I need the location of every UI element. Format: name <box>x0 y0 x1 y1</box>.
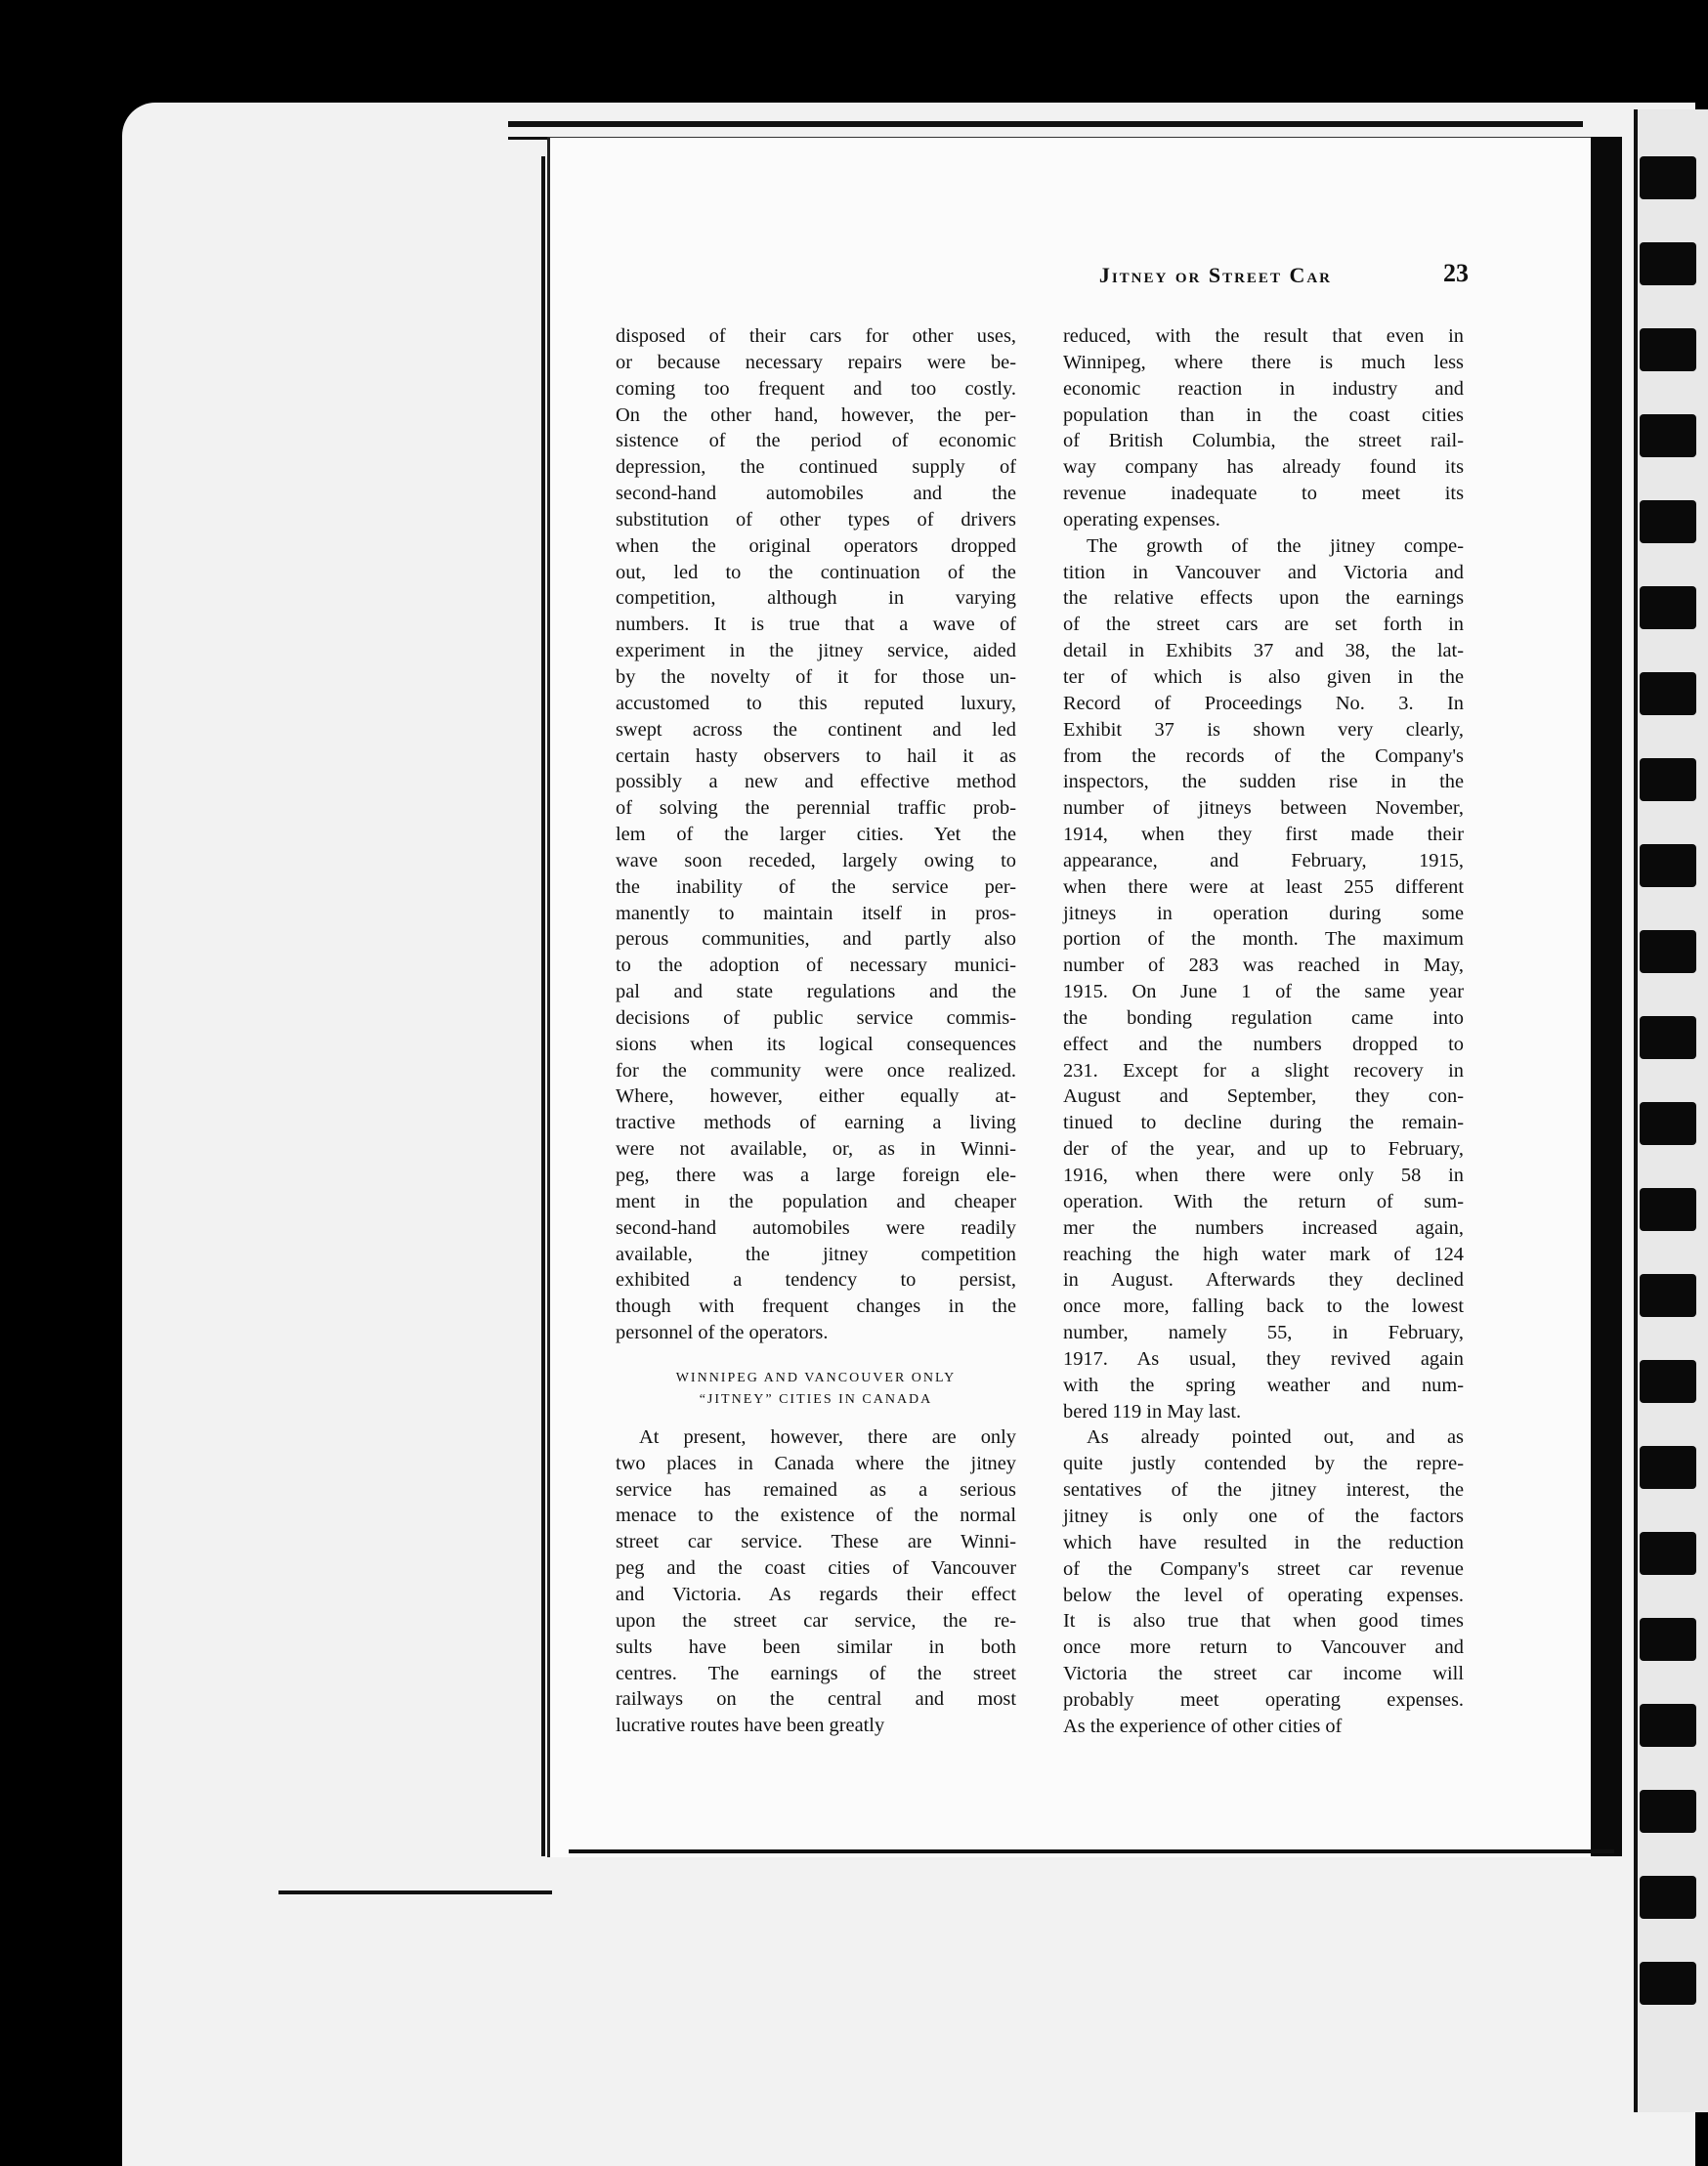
text-line: reduced, with the result that even in <box>1063 325 1464 347</box>
text-line: 231. Except for a slight recovery in <box>1063 1059 1464 1082</box>
text-line: bered 119 in May last. <box>1063 1400 1242 1423</box>
text-line: decisions of public service commis- <box>616 1006 1016 1029</box>
running-title: Jitney or Street Car <box>1098 263 1332 287</box>
text-line: inspectors, the sudden rise in the <box>1063 771 1464 793</box>
text-line: way company has already found its <box>1063 456 1464 479</box>
binding-ring <box>1640 500 1696 543</box>
book-page <box>547 137 1594 1857</box>
text-line: competition, although in varying <box>616 587 1016 610</box>
text-line: As the experience of other cities of <box>1063 1715 1343 1737</box>
binding-ring <box>1640 1274 1696 1317</box>
text-line: operating expenses. <box>1063 508 1220 531</box>
text-line: to the adoption of necessary munici- <box>616 955 1016 977</box>
binding-ring <box>1640 1102 1696 1145</box>
text-line: in August. Afterwards they declined <box>1063 1269 1464 1292</box>
text-line: of the street cars are set forth in <box>1063 614 1464 636</box>
binding-ring <box>1640 1360 1696 1403</box>
text-line: 1915. On June 1 of the same year <box>1063 981 1464 1003</box>
page-header <box>628 259 1527 302</box>
text-line: Victoria the street car income will <box>1063 1663 1464 1685</box>
text-line: wave soon receded, largely owing to <box>616 849 1016 871</box>
text-line: the bonding regulation came into <box>1063 1006 1464 1029</box>
right-paragraph-3 <box>1063 1424 1464 1739</box>
binding-ring <box>1640 930 1696 973</box>
text-line: detail in Exhibits 37 and 38, the lat- <box>1063 640 1464 662</box>
text-line: available, the jitney competition <box>616 1243 1016 1265</box>
left-paragraph-2 <box>616 1424 1016 1739</box>
text-line: second-hand automobiles and the <box>616 483 1016 505</box>
text-line: substitution of other types of drivers <box>616 508 1016 531</box>
binding-ring <box>1640 1532 1696 1575</box>
text-line: population than in the coast cities <box>1063 403 1464 426</box>
text-line: Exhibit 37 is shown very clearly, <box>1063 718 1464 741</box>
text-line: lem of the larger cities. Yet the <box>616 824 1016 846</box>
text-line: personnel of the operators. <box>616 1322 829 1344</box>
text-line: service has remained as a serious <box>616 1478 1016 1501</box>
text-line: with the spring weather and num- <box>1063 1374 1464 1396</box>
text-line: though with frequent changes in the <box>616 1295 1016 1318</box>
text-line: peg, there was a large foreign ele- <box>616 1165 1016 1186</box>
page-number: 23 <box>1443 259 1469 287</box>
scan-edge-bottom-left <box>278 1890 552 1894</box>
text-line: probably meet operating expenses. <box>1063 1688 1464 1711</box>
text-line: sistence of the period of economic <box>616 430 1016 452</box>
scan-edge-top <box>508 121 1583 127</box>
text-line: lucrative routes have been greatly <box>616 1715 885 1737</box>
page-edge-shadow <box>1591 137 1622 1856</box>
text-line: peg and the coast cities of Vancouver <box>616 1557 1016 1580</box>
text-line: Record of Proceedings No. 3. In <box>1063 692 1464 714</box>
text-line: appearance, and February, 1915, <box>1063 849 1464 871</box>
text-line: jitneys in operation during some <box>1063 902 1464 924</box>
text-line: experiment in the jitney service, aided <box>616 640 1016 662</box>
text-line: were not available, or, as in Winni- <box>616 1138 1016 1161</box>
text-line: portion of the month. The maximum <box>1063 928 1464 951</box>
binding-ring <box>1640 844 1696 887</box>
binding-ring <box>1640 328 1696 371</box>
text-line: On the other hand, however, the per- <box>616 403 1016 426</box>
subheading-line-1: WINNIPEG AND VANCOUVER ONLY <box>675 1370 957 1385</box>
text-line: of solving the perennial traffic prob- <box>616 797 1016 820</box>
text-line: exhibited a tendency to persist, <box>616 1269 1016 1292</box>
text-line: the inability of the service per- <box>616 875 1016 898</box>
text-line: once more, falling back to the lowest <box>1063 1295 1464 1318</box>
text-line: ter of which is also given in the <box>1063 665 1464 688</box>
text-line: sions when its logical consequences <box>616 1033 1016 1055</box>
text-line: Winnipeg, where there is much less <box>1063 351 1464 373</box>
text-line: der of the year, and up to February, <box>1063 1138 1464 1161</box>
text-line: 1916, when there were only 58 in <box>1063 1165 1464 1186</box>
scan-edge-left <box>541 156 545 1856</box>
text-line: street car service. These are Winni- <box>616 1531 1016 1553</box>
text-line: from the records of the Company's <box>1063 744 1464 767</box>
text-line: ment in the population and cheaper <box>616 1190 1016 1212</box>
binding-ring <box>1640 1876 1696 1919</box>
text-line: number of 283 was reached in May, <box>1063 955 1464 977</box>
text-line: swept across the continent and led <box>616 718 1016 741</box>
text-line: or because necessary repairs were be- <box>616 351 1016 373</box>
text-line: accustomed to this reputed luxury, <box>616 692 1016 714</box>
text-line: possibly a new and effective method <box>616 771 1016 793</box>
text-line: mer the numbers increased again, <box>1063 1216 1464 1239</box>
binding-ring <box>1640 1446 1696 1489</box>
text-line: second-hand automobiles were readily <box>616 1216 1016 1239</box>
text-line: sults have been similar in both <box>616 1635 1016 1658</box>
text-line: number of jitneys between November, <box>1063 797 1464 820</box>
text-line: manently to maintain itself in pros- <box>616 902 1016 924</box>
binding-ring <box>1640 586 1696 629</box>
text-line: perous communities, and partly also <box>616 928 1016 951</box>
text-line: railways on the central and most <box>616 1688 1016 1711</box>
text-line: tition in Vancouver and Victoria and <box>1063 561 1464 583</box>
text-line: reaching the high water mark of 124 <box>1063 1243 1464 1265</box>
binding-ring <box>1640 758 1696 801</box>
text-line: menace to the existence of the normal <box>616 1505 1016 1527</box>
text-line: by the novelty of it for those un- <box>616 665 1016 688</box>
binding-ring <box>1640 414 1696 457</box>
scan-edge-bottom <box>569 1849 1614 1853</box>
text-line: out, led to the continuation of the <box>616 561 1016 583</box>
text-line: disposed of their cars for other uses, <box>616 325 1016 347</box>
text-line: two places in Canada where the jitney <box>616 1452 1016 1474</box>
binding-ring <box>1640 242 1696 285</box>
binding-ring <box>1640 1016 1696 1059</box>
text-line: quite justly contended by the repre- <box>1063 1453 1464 1475</box>
text-line: It is also true that when good times <box>1063 1610 1464 1633</box>
text-line: numbers. It is true that a wave of <box>616 614 1016 636</box>
text-line: sentatives of the jitney interest, the <box>1063 1479 1464 1502</box>
text-line: tractive methods of earning a living <box>616 1112 1016 1134</box>
text-line: tinued to decline during the remain- <box>1063 1112 1464 1134</box>
binding-ring <box>1640 1188 1696 1231</box>
text-line: centres. The earnings of the street <box>616 1662 1016 1684</box>
text-line: economic reaction in industry and <box>1063 377 1464 400</box>
text-line: August and September, they con- <box>1063 1085 1464 1108</box>
right-paragraph-1 <box>1063 323 1464 533</box>
binding-ring <box>1640 672 1696 715</box>
text-line: upon the street car service, the re- <box>616 1609 1016 1632</box>
text-line: coming too frequent and too costly. <box>616 377 1016 400</box>
text-line: when the original operators dropped <box>616 534 1016 557</box>
text-line: As already pointed out, and as <box>1087 1426 1464 1449</box>
text-line: the relative effects upon the earnings <box>1063 587 1464 610</box>
text-line: The growth of the jitney compe- <box>1087 534 1464 557</box>
text-line: of British Columbia, the street rail- <box>1063 430 1464 452</box>
left-paragraph-1 <box>616 323 1016 1346</box>
text-line: jitney is only one of the factors <box>1063 1505 1464 1527</box>
text-line: below the level of operating expenses. <box>1063 1584 1464 1606</box>
text-line: which have resulted in the reduction <box>1063 1531 1464 1553</box>
text-line: revenue inadequate to meet its <box>1063 483 1464 505</box>
text-line: once more return to Vancouver and <box>1063 1636 1464 1659</box>
text-line: 1917. As usual, they revived again <box>1063 1347 1464 1370</box>
text-line: effect and the numbers dropped to <box>1063 1033 1464 1055</box>
binding-ring <box>1640 1962 1696 2005</box>
text-line: of the Company's street car revenue <box>1063 1557 1464 1580</box>
text-line: number, namely 55, in February, <box>1063 1322 1464 1344</box>
right-column <box>1063 323 1464 1740</box>
text-line: certain hasty observers to hail it as <box>616 744 1016 767</box>
left-column <box>616 323 1016 1739</box>
text-line: At present, however, there are only <box>639 1425 1016 1448</box>
text-line: depression, the continued supply of <box>616 456 1016 479</box>
text-line: and Victoria. As regards their effect <box>616 1583 1016 1605</box>
text-line: for the community were once realized. <box>616 1059 1016 1082</box>
right-paragraph-2 <box>1063 533 1464 1425</box>
binding-ring <box>1640 156 1696 199</box>
text-line: when there were at least 255 different <box>1063 875 1464 898</box>
subheading-line-2: “JITNEY” CITIES IN CANADA <box>699 1391 933 1407</box>
text-line: 1914, when they first made their <box>1063 824 1464 846</box>
text-line: pal and state regulations and the <box>616 981 1016 1003</box>
text-line: Where, however, either equally at- <box>616 1085 1016 1108</box>
binding-ring <box>1640 1704 1696 1747</box>
text-line: operation. With the return of sum- <box>1063 1190 1464 1212</box>
binding-ring <box>1640 1790 1696 1833</box>
binding-ring <box>1640 1618 1696 1661</box>
section-subheading <box>616 1368 1016 1411</box>
